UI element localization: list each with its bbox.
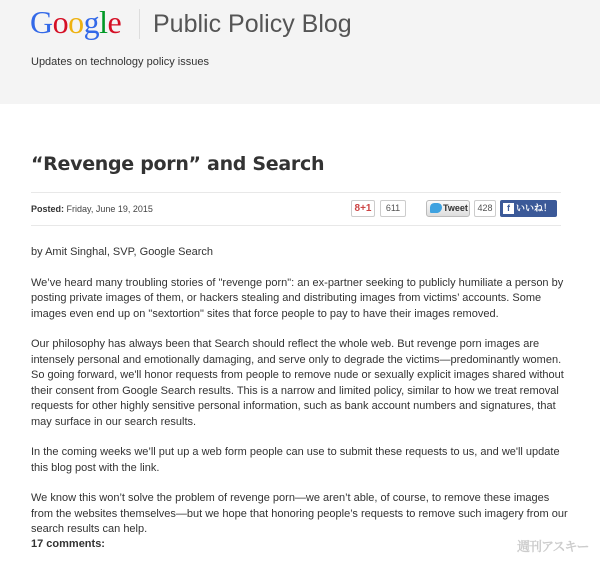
blog-header — [0, 0, 600, 104]
post-date — [31, 204, 153, 214]
fb-label: いいね！ — [516, 203, 553, 213]
tweet-button[interactable] — [426, 200, 470, 217]
twitter-bird-icon — [430, 203, 442, 213]
blog-title[interactable]: Public Policy Blog — [153, 10, 352, 38]
tweet-count: 428 — [474, 200, 496, 217]
gplus-button[interactable]: 8+1 — [351, 200, 375, 217]
posted-date: Friday, June 19, 2015 — [64, 204, 153, 214]
google-logo[interactable]: Google — [30, 4, 122, 40]
post-paragraph: We know this won’t solve the problem of revenge porn—we aren’t able, of course, to remove these images from the websites themselves—but we hope that honoring people’s requests to remove such imagery from our search results can help. — [31, 492, 568, 535]
post-paragraph: In the coming weeks we’ll put up a web form people can use to submit these requests to us, and we'll update this blog post with the link. — [31, 446, 560, 474]
divider — [31, 225, 561, 226]
gplus-count: 611 — [380, 200, 406, 217]
watermark: 週刊アスキー — [517, 539, 589, 554]
blog-tagline: Updates on technology policy issues — [31, 56, 209, 68]
post-paragraph: Our philosophy has always been that Search should reflect the whole web. But revenge porn images are intensely personal and emotionally damaging, and serve only to degrade the victims—predominantly women. So going forward, we'll honor requests from people to remove nude or sexually explicit images shared without their consent from Google Search results. This is a narrow and limited policy, similar to how we treat removal requests for other highly sensitive personal information, such as bank account numbers and signatures, that may surface in our search results. — [31, 338, 564, 428]
facebook-icon: f — [503, 203, 514, 214]
posted-label: Posted: — [31, 204, 65, 214]
header-divider — [139, 9, 140, 39]
tweet-label: Tweet — [443, 203, 468, 213]
divider — [31, 192, 561, 193]
post-author: by Amit Singhal, SVP, Google Search — [31, 246, 214, 258]
post-body — [31, 245, 571, 553]
post-paragraph: We’ve heard many troubling stories of "revenge porn": an ex-partner seeking to publicly humiliate a person by posting private images of them, or hackers stealing and distributing images from victims’ accounts. Some images even end up on "sextortion" sites that force people to pay to have their images removed. — [31, 276, 564, 320]
comments-heading[interactable]: 17 comments: — [31, 538, 105, 550]
post-title[interactable]: “Revenge porn” and Search — [31, 153, 325, 175]
facebook-like-button[interactable] — [500, 200, 557, 217]
